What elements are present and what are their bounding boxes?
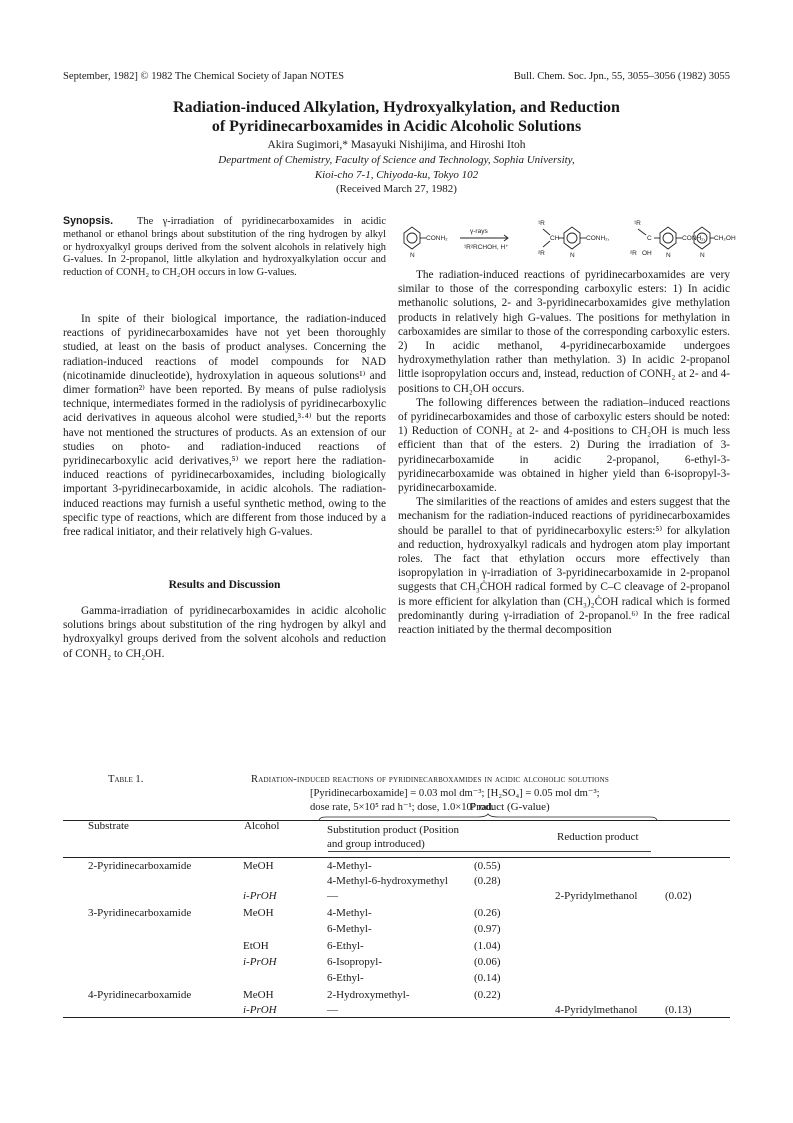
right-paragraph-1: The radiation-induced reactions of pyridinecarboxamides are very similar to those of the corresponding carboxylic esters: 1) In acidic methanolic solutions, 2- and 3-pyridinecarboxamides give methylation products in relatively high G-values. The positions for methylation in carboxamides are similar to those of the corresponding carboxylic esters. 2) In acidic methanol, 4-pyridinecarboxamide undergoes hydroxymethylation rather than methylation. 3) In acidic 2-propanol little isopropylation occurs and, instead, reduction of CONH₂ at 2- and 4-positions to CH₂OH occurs. <box>398 269 730 395</box>
row-5-g: (1.04) <box>474 940 501 952</box>
row-5-alcohol: EtOH <box>243 940 269 952</box>
article-title <box>63 98 730 136</box>
table-conditions-1: [Pyridinecarboxamide] = 0.03 mol dm⁻³; [H₂SO₄] = 0.05 mol dm⁻³; <box>310 788 600 799</box>
table-top-rule <box>63 820 730 821</box>
row-4-g: (0.97) <box>474 923 501 935</box>
p2-c: C <box>647 235 652 242</box>
received-date: (Received March 27, 1982) <box>336 183 457 195</box>
row-9-alcohol: i-PrOH <box>243 1004 277 1016</box>
affiliation-line-1: Department of Chemistry, Faculty of Science and Technology, Sophia University, <box>218 154 575 166</box>
row-8-sub: 2-Hydroxymethyl- <box>327 989 410 1001</box>
synopsis <box>63 215 386 280</box>
row-2-sub: — <box>327 890 338 902</box>
p1-ch: CH <box>550 235 560 242</box>
row-4-sub: 6-Methyl- <box>327 923 372 935</box>
p1-n: N <box>570 252 575 259</box>
reactant-n: N <box>410 252 415 259</box>
p1-r2: ²R <box>538 250 545 257</box>
affiliation <box>63 153 730 197</box>
arrow-bottom-label: ¹R²RCHOH, H⁺ <box>464 244 509 251</box>
row-9-red: 4-Pyridylmethanol <box>555 1004 638 1016</box>
row-2-rg: (0.02) <box>665 890 692 902</box>
col-header-substitution-2: and group introduced) <box>327 838 425 850</box>
table-conditions-2: dose rate, 5×10⁵ rad h⁻¹; dose, 1.0×10⁷ rad. <box>310 802 495 813</box>
arrow-top-label: γ-rays <box>470 228 488 235</box>
results-text: Gamma-irradiation of pyridinecarboxamides in acidic alcoholic solutions brings about substitution of the ring hydrogen by alkyl and hydroxyalkyl groups derived from the solvent alcohols and reduction of CONH₂ to CH₂OH. <box>63 605 386 660</box>
p3-n: N <box>700 252 705 259</box>
row-0-substrate: 2-Pyridinecarboxamide <box>88 860 192 872</box>
p1-group: CONH₂, <box>586 235 610 242</box>
row-3-substrate: 3-Pyridinecarboxamide <box>88 907 192 919</box>
col-header-alcohol: Alcohol <box>244 820 280 832</box>
p1-r1: ¹R <box>538 220 545 227</box>
table-header-rule <box>63 857 730 858</box>
right-paragraph-3: The similarities of the reactions of amides and esters suggest that the mechanism for the radiation-induced reactions of pyridinecarboxamides should be parallel to that of pyridinecarboxylic esters:⁵⁾ for alkylation and reduction, hydroxyalkyl radicals and hydrogen atom play important roles. The fact that ethylation occurs more effectively than isopropylation in γ-irradiation of 3-pyridinecarboxamide in 2-propanol suggests that CH₃ĊHOH radical formed by C–C cleavage of 2-propanol is more efficient for alkylation than (CH₃)₂ĊOH radical which is formed predominantly during γ-irradiation of 2-propanol.⁶⁾ In the free radical reaction initiated by the thermal decomposition <box>398 496 730 637</box>
row-8-substrate: 4-Pyridinecarboxamide <box>88 989 192 1001</box>
row-3-sub: 4-Methyl- <box>327 907 372 919</box>
reaction-scheme <box>398 213 736 265</box>
row-0-sub: 4-Methyl- <box>327 860 372 872</box>
p3-group: CH₂OH <box>714 235 736 242</box>
table-bottom-rule <box>63 1017 730 1018</box>
reactant-ring <box>404 227 420 249</box>
row-9-sub: — <box>327 1004 338 1016</box>
row-3-g: (0.26) <box>474 907 501 919</box>
product1-ring <box>564 227 580 249</box>
results-paragraph <box>63 604 386 661</box>
section-heading: Results and Discussion <box>168 579 281 591</box>
p2-group: CONH₂, <box>682 235 706 242</box>
col-header-substitution: Substitution product (Position <box>327 824 460 836</box>
synopsis-text: The γ-irradiation of pyridinecarboxamides in acidic methanol or ethanol brings about substitution of the ring hydrogen by alkyl or hydroxyalkyl groups derived from the solvent alcohols in relatively high G-values. In 2-propanol, little alkylation and hydroxyalkylation occur and reduction of CONH₂ to CH₂OH occurs in low G-values. <box>63 216 386 279</box>
table-title: Radiation-induced reactions of pyridinecarboxamides in acidic alcoholic solutions <box>251 774 609 785</box>
row-1-sub: 4-Methyl-6-hydroxymethyl <box>327 875 448 887</box>
affiliation-line-2: Kioi-cho 7-1, Chiyoda-ku, Tokyo 102 <box>314 168 479 181</box>
table-label: Table 1. <box>108 774 144 785</box>
row-1-g: (0.28) <box>474 875 501 887</box>
row-6-alcohol: i-PrOH <box>243 956 277 968</box>
row-9-rg: (0.13) <box>665 1004 692 1016</box>
product2-ring <box>660 227 676 249</box>
reactant-group: CONH₂ <box>426 235 448 242</box>
row-0-alcohol: MeOH <box>243 860 274 872</box>
header-left: September, 1982] © 1982 The Chemical Society of Japan NOTES <box>63 71 345 82</box>
row-3-alcohol: MeOH <box>243 907 274 919</box>
row-2-red: 2-Pyridylmethanol <box>555 890 638 902</box>
p2-n: N <box>666 252 671 259</box>
col-header-product: Product (G-value) <box>470 801 550 813</box>
row-2-alcohol: i-PrOH <box>243 890 277 902</box>
row-5-sub: 6-Ethyl- <box>327 940 364 952</box>
intro-paragraph <box>63 312 386 539</box>
product-underline <box>328 851 651 852</box>
row-6-sub: 6-Isopropyl- <box>327 956 382 968</box>
row-7-sub: 6-Ethyl- <box>327 972 364 984</box>
intro-text: In spite of their biological importance, the radiation-induced reactions of pyridinecarboxamides have not yet been thoroughly studied, at least on the basis of product analyses. Concerning the radiation-induced reactions of model compounds for NAD (nicotinamide dinucleotide), hydroxylation in aqueous solutions¹⁾ and dimer formation²⁾ have been reported. By means of pulse radiolysis technique, intermediates formed in the radiolysis of pyridinecarboxylic acid derivatives in aqueous alcohol were studied,³·⁴⁾ but the reports have not mentioned the structures of products. As an extension of our studies on photo- and radiation-induced reactions of pyridinecarboxylic acid derivatives,⁵⁾ we report here the radiation-induced reactions of pyridinecarboxamides, including biologically important 3-pyridinecarboxamide, in acidic alcohols. The radiation-induced reactions may furnish a useful synthetic method, owing to the specific type of reactions, which are different from those induced by a free radical initiator, and their relatively high G-values. <box>63 313 386 539</box>
authors: Akira Sugimori,* Masayuki Nishijima, and Hiroshi Itoh <box>267 139 526 151</box>
title-line-1: Radiation-induced Alkylation, Hydroxyalkylation, and Reduction <box>173 99 620 116</box>
synopsis-label: Synopsis. <box>63 215 114 227</box>
row-7-g: (0.14) <box>474 972 501 984</box>
row-8-g: (0.22) <box>474 989 501 1001</box>
row-6-g: (0.06) <box>474 956 501 968</box>
right-column <box>398 268 730 637</box>
p2-r2: ²R <box>630 250 637 257</box>
col-header-substrate: Substrate <box>88 820 129 832</box>
header-right: Bull. Chem. Soc. Jpn., 55, 3055–3056 (1982) 3055 <box>513 71 730 82</box>
p2-oh: OH <box>642 250 652 257</box>
p2-r1: ¹R <box>634 220 641 227</box>
row-0-g: (0.55) <box>474 860 501 872</box>
title-line-2: of Pyridinecarboxamides in Acidic Alcoholic Solutions <box>211 118 582 135</box>
row-8-alcohol: MeOH <box>243 989 274 1001</box>
col-header-reduction: Reduction product <box>557 831 639 843</box>
right-paragraph-2: The following differences between the radiation–induced reactions of pyridinecarboxamides and those of carboxylic esters should be noted: 1) Reduction of CONH₂ at 2- and 4-positions to CH₂OH is much less efficient than that of the esters. 2) During the irradiation of 3-pyridinecarboxamide in acidic 2-propanol, 6-ethyl-3-pyridinecarboxamide was obtained in higher yield than 6-isopropyl-3-pyridinecarboxamide. <box>398 396 730 495</box>
